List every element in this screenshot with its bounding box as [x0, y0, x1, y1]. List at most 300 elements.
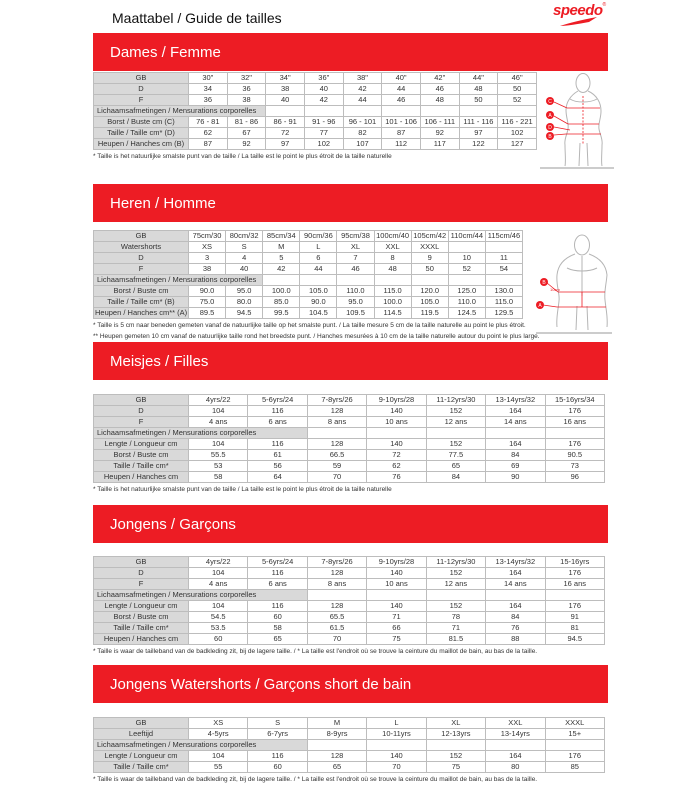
section-heren-homme	[93, 184, 608, 341]
value-cell: 3	[189, 253, 226, 264]
value-cell: 94.5	[545, 634, 604, 645]
value-cell: 116	[248, 601, 307, 612]
value-cell: 4yrs/22	[189, 395, 248, 406]
value-cell: 81 - 86	[227, 117, 266, 128]
row-label: Borst / Buste cm	[94, 286, 189, 297]
size-table	[93, 230, 523, 319]
value-cell: 96	[545, 472, 604, 483]
value-cell: 11-12yrs/30	[426, 557, 485, 568]
value-cell: 116	[248, 568, 307, 579]
row-label: F	[94, 579, 189, 590]
row-label: GB	[94, 718, 189, 729]
value-cell: 81	[545, 623, 604, 634]
value-cell: 176	[545, 751, 604, 762]
value-cell: 4yrs/22	[189, 557, 248, 568]
value-cell: 12 ans	[426, 579, 485, 590]
empty-cell	[411, 275, 448, 286]
value-cell: 105.0	[300, 286, 337, 297]
value-cell: XL	[337, 242, 374, 253]
value-cell: 102	[304, 139, 343, 150]
value-cell: 92	[227, 139, 266, 150]
value-cell: 109.5	[337, 308, 374, 319]
table-row	[94, 590, 605, 601]
value-cell: 38"	[343, 73, 382, 84]
section-dames-femme	[93, 33, 608, 161]
value-cell: 95.0	[226, 286, 263, 297]
value-cell: 36"	[304, 73, 343, 84]
empty-cell	[367, 428, 426, 439]
value-cell: 7-8yrs/26	[307, 395, 366, 406]
value-cell: 13-14yrs/32	[486, 395, 545, 406]
svg-text:B: B	[542, 280, 546, 286]
value-cell: 78	[426, 612, 485, 623]
row-label: Heupen / Hanches cm (B)	[94, 139, 189, 150]
row-label: Heupen / Hanches cm** (A)	[95, 308, 188, 318]
empty-cell	[486, 590, 545, 601]
value-cell: 34"	[266, 73, 305, 84]
svg-text:A: A	[538, 303, 542, 309]
row-label: GB	[94, 231, 189, 242]
table-row	[94, 106, 537, 117]
value-cell: 61.5	[307, 623, 366, 634]
value-cell: 140	[367, 601, 426, 612]
value-cell: 75	[367, 634, 426, 645]
value-cell: 75cm/30	[189, 231, 226, 242]
empty-cell	[374, 275, 411, 286]
value-cell: 71	[367, 612, 426, 623]
value-cell: 96 - 101	[343, 117, 382, 128]
value-cell: 128	[307, 568, 366, 579]
table-row	[94, 568, 605, 579]
row-label: Lengte / Longueur cm	[94, 751, 189, 762]
empty-cell	[307, 740, 366, 751]
value-cell: 85.0	[263, 297, 300, 308]
empty-cell	[498, 106, 537, 117]
value-cell: 77	[304, 128, 343, 139]
value-cell: 87	[382, 128, 421, 139]
value-cell: 64	[248, 472, 307, 483]
value-cell: 114.5	[374, 308, 411, 319]
value-cell: 77.5	[426, 450, 485, 461]
value-cell: 44"	[459, 73, 498, 84]
speedo-wordmark: speedo	[553, 2, 603, 19]
value-cell: 6 ans	[248, 417, 307, 428]
value-cell: 176	[545, 601, 604, 612]
footnote: * Taille is waar de tailleband van de badkleding zit, bij de lagere taille. / * La taille est l'endroit où se trouve la ceinture du maillot de bain, au bas de la taille.	[93, 648, 538, 655]
section-banner: Jongens / Garçons	[93, 505, 608, 543]
value-cell: 152	[426, 601, 485, 612]
value-cell: 104	[189, 601, 248, 612]
value-cell: 105.0	[411, 297, 448, 308]
value-cell: 75	[426, 762, 485, 773]
value-cell: 8 ans	[307, 579, 366, 590]
size-table	[93, 72, 537, 150]
value-cell: 105cm/42	[411, 231, 448, 242]
table-row	[94, 117, 537, 128]
table-row	[94, 557, 605, 568]
empty-cell	[426, 740, 485, 751]
footnote: * Taille is het natuurlijke smalste punt van de taille / La taille est le point le plus étroit de la taille naturelle	[93, 486, 392, 493]
value-cell: 100cm/40	[374, 231, 411, 242]
value-cell: 90.5	[545, 450, 604, 461]
value-cell: 42	[263, 264, 300, 275]
table-row	[94, 762, 605, 773]
value-cell: 97	[266, 139, 305, 150]
value-cell: 16 ans	[545, 417, 604, 428]
row-label: Watershorts	[94, 242, 189, 253]
section-banner: Heren / Homme	[93, 184, 608, 222]
empty-cell	[545, 590, 604, 601]
value-cell: 40	[266, 95, 305, 106]
value-cell: 104	[189, 568, 248, 579]
value-cell: 65	[307, 762, 366, 773]
value-cell: 15+	[545, 729, 604, 740]
measurements-subheader: Lichaamsafmetingen / Mensurations corporelles	[94, 590, 308, 601]
value-cell: 14 ans	[486, 417, 545, 428]
value-cell: 40	[304, 84, 343, 95]
value-cell: 140	[367, 439, 426, 450]
value-cell: XXXL	[545, 718, 604, 729]
row-label: Leeftijd	[94, 729, 189, 740]
value-cell: 176	[545, 406, 604, 417]
value-cell: 91	[545, 612, 604, 623]
table-row	[94, 231, 523, 242]
measurements-subheader: Lichaamsafmetingen / Mensurations corporelles	[94, 275, 263, 286]
value-cell: 128	[307, 601, 366, 612]
table-row	[94, 729, 605, 740]
value-cell: 152	[426, 751, 485, 762]
value-cell: 129.5	[485, 308, 522, 319]
value-cell: 48	[420, 95, 459, 106]
speedo-logo	[553, 3, 611, 27]
value-cell: 54.5	[189, 612, 248, 623]
value-cell: 164	[486, 439, 545, 450]
row-label: Taille / Taille cm*	[94, 762, 189, 773]
value-cell: 104	[189, 406, 248, 417]
value-cell: 10-11yrs	[367, 729, 426, 740]
table-row	[94, 242, 523, 253]
value-cell: 176	[545, 568, 604, 579]
table-row	[94, 297, 523, 308]
value-cell: 116	[248, 439, 307, 450]
value-cell: XS	[189, 718, 248, 729]
registered-mark: ®	[602, 2, 607, 8]
value-cell: 110cm/44	[448, 231, 485, 242]
value-cell: 95.0	[337, 297, 374, 308]
value-cell: 124.5	[448, 308, 485, 319]
value-cell: 92	[420, 128, 459, 139]
value-cell: 32"	[227, 73, 266, 84]
measurements-subheader: Lichaamsafmetingen / Mensurations corporelles	[94, 428, 308, 439]
value-cell: 97	[459, 128, 498, 139]
value-cell: 10	[448, 253, 485, 264]
value-cell: 76	[367, 472, 426, 483]
value-cell: 164	[486, 601, 545, 612]
value-cell: 62	[367, 461, 426, 472]
row-label: D	[94, 253, 189, 264]
value-cell: 140	[367, 406, 426, 417]
value-cell: 9	[411, 253, 448, 264]
table-row	[94, 428, 605, 439]
page-title: Maattabel / Guide de tailles	[112, 10, 282, 26]
value-cell: 11-12yrs/30	[426, 395, 485, 406]
empty-cell	[448, 275, 485, 286]
table-row	[94, 417, 605, 428]
value-cell: 65	[248, 634, 307, 645]
value-cell: 117	[420, 139, 459, 150]
value-cell: 9-10yrs/28	[367, 557, 426, 568]
value-cell: 61	[248, 450, 307, 461]
table-row	[94, 308, 523, 319]
value-cell: 11	[485, 253, 522, 264]
table-row	[94, 275, 523, 286]
value-cell: 7-8yrs/26	[307, 557, 366, 568]
table-row	[94, 286, 523, 297]
value-cell: 40"	[382, 73, 421, 84]
value-cell: 65.5	[307, 612, 366, 623]
row-label: Borst / Buste cm	[94, 450, 189, 461]
value-cell: XXL	[486, 718, 545, 729]
value-cell: 76 - 81	[189, 117, 228, 128]
table-row	[94, 73, 537, 84]
value-cell: 84	[426, 472, 485, 483]
svg-text:10cm: 10cm	[550, 287, 560, 292]
empty-cell	[426, 590, 485, 601]
value-cell: 60	[248, 612, 307, 623]
value-cell: 120.0	[411, 286, 448, 297]
value-cell: 13-14yrs	[486, 729, 545, 740]
female-figure-illustration	[540, 72, 626, 177]
table-row	[94, 751, 605, 762]
value-cell: 66.5	[307, 450, 366, 461]
empty-cell	[459, 106, 498, 117]
value-cell: 53	[189, 461, 248, 472]
value-cell: 119.5	[411, 308, 448, 319]
value-cell: 85	[545, 762, 604, 773]
value-cell: 125.0	[448, 286, 485, 297]
value-cell: 140	[367, 568, 426, 579]
value-cell: 85cm/34	[263, 231, 300, 242]
value-cell: 94.5	[226, 308, 263, 319]
row-label: Taille / Taille cm*	[94, 461, 189, 472]
value-cell: 100.0	[263, 286, 300, 297]
table-row	[94, 634, 605, 645]
row-label: Borst / Buste cm (C)	[94, 117, 189, 128]
value-cell: 6-7yrs	[248, 729, 307, 740]
row-label: GB	[94, 395, 189, 406]
value-cell: 100.0	[374, 297, 411, 308]
value-cell: L	[300, 242, 337, 253]
value-cell: 90.0	[300, 297, 337, 308]
value-cell: 95cm/38	[337, 231, 374, 242]
row-label: Heupen / Hanches cm	[94, 472, 189, 483]
value-cell: 152	[426, 568, 485, 579]
table-row	[94, 84, 537, 95]
value-cell: 46	[420, 84, 459, 95]
value-cell: 116	[248, 406, 307, 417]
value-cell: 4 ans	[189, 417, 248, 428]
value-cell: 86 - 91	[266, 117, 305, 128]
value-cell: 44	[300, 264, 337, 275]
section-jongens-garcons	[93, 505, 608, 656]
value-cell: 88	[486, 634, 545, 645]
empty-cell	[486, 428, 545, 439]
value-cell: 112	[382, 139, 421, 150]
row-label: D	[94, 568, 189, 579]
value-cell: 38	[189, 264, 226, 275]
value-cell: 89.5	[189, 308, 226, 319]
empty-cell	[382, 106, 421, 117]
value-cell: 40	[226, 264, 263, 275]
empty-cell	[266, 106, 305, 117]
value-cell: 75.0	[189, 297, 226, 308]
row-label: Lengte / Longueur cm	[94, 439, 189, 450]
value-cell: 104.5	[300, 308, 337, 319]
value-cell: 60	[189, 634, 248, 645]
value-cell: 90cm/36	[300, 231, 337, 242]
value-cell: 5-6yrs/24	[248, 395, 307, 406]
value-cell: 5	[263, 253, 300, 264]
value-cell	[448, 242, 485, 253]
value-cell: 12-13yrs	[426, 729, 485, 740]
value-cell: 50	[411, 264, 448, 275]
value-cell: 58	[248, 623, 307, 634]
value-cell: 70	[307, 472, 366, 483]
value-cell: 38	[266, 84, 305, 95]
value-cell: 48	[374, 264, 411, 275]
table-row	[94, 95, 537, 106]
value-cell: 9-10yrs/28	[367, 395, 426, 406]
value-cell: 110.0	[448, 297, 485, 308]
row-label: D	[94, 406, 189, 417]
value-cell: 56	[248, 461, 307, 472]
row-label: Borst / Buste cm	[94, 612, 189, 623]
value-cell: 50	[498, 84, 537, 95]
value-cell: 13-14yrs/32	[486, 557, 545, 568]
size-table	[93, 394, 605, 483]
value-cell: 87	[189, 139, 228, 150]
value-cell: 115.0	[485, 297, 522, 308]
empty-cell	[307, 590, 366, 601]
empty-cell	[367, 590, 426, 601]
value-cell: XXXL	[411, 242, 448, 253]
value-cell: 128	[307, 751, 366, 762]
value-cell: 130.0	[485, 286, 522, 297]
value-cell: 55.5	[189, 450, 248, 461]
value-cell: 122	[459, 139, 498, 150]
table-row	[94, 461, 605, 472]
value-cell: M	[263, 242, 300, 253]
svg-text:D: D	[548, 125, 552, 131]
value-cell: 30"	[189, 73, 228, 84]
value-cell: 10 ans	[367, 417, 426, 428]
row-label: F	[94, 264, 189, 275]
measurements-subheader: Lichaamsafmetingen / Mensurations corporelles	[94, 740, 308, 751]
value-cell: XXL	[374, 242, 411, 253]
value-cell: 36	[227, 84, 266, 95]
table-row	[94, 395, 605, 406]
value-cell: 128	[307, 406, 366, 417]
row-label: Taille / Taille cm*	[94, 623, 189, 634]
value-cell: 16 ans	[545, 579, 604, 590]
value-cell: 84	[486, 450, 545, 461]
value-cell: 80cm/32	[226, 231, 263, 242]
value-cell: L	[367, 718, 426, 729]
row-label: D	[94, 84, 189, 95]
value-cell: 91 - 96	[304, 117, 343, 128]
value-cell: 38	[227, 95, 266, 106]
value-cell: 15-16yrs/34	[545, 395, 604, 406]
empty-cell	[300, 275, 337, 286]
row-label: Taille / Taille cm* (D)	[94, 128, 189, 139]
value-cell	[485, 242, 522, 253]
value-cell: 15-16yrs	[545, 557, 604, 568]
value-cell: 8 ans	[307, 417, 366, 428]
value-cell: 58	[189, 472, 248, 483]
measurements-subheader: Lichaamsafmetingen / Mensurations corporelles	[94, 106, 266, 117]
value-cell: 80.0	[226, 297, 263, 308]
section-banner: Meisjes / Filles	[93, 342, 608, 380]
table-row	[94, 253, 523, 264]
value-cell: 72	[266, 128, 305, 139]
row-label: Taille / Taille cm* (B)	[94, 297, 189, 308]
table-row	[94, 718, 605, 729]
value-cell: 34	[189, 84, 228, 95]
table-row	[94, 128, 537, 139]
size-table	[93, 556, 605, 645]
value-cell: XL	[426, 718, 485, 729]
value-cell: 69	[486, 461, 545, 472]
value-cell: 115.0	[374, 286, 411, 297]
empty-cell	[420, 106, 459, 117]
svg-text:B: B	[548, 134, 552, 140]
empty-cell	[367, 740, 426, 751]
value-cell: 62	[189, 128, 228, 139]
row-label: Heupen / Hanches cm	[94, 634, 189, 645]
value-cell: 72	[367, 450, 426, 461]
value-cell: 48	[459, 84, 498, 95]
value-cell: M	[307, 718, 366, 729]
value-cell: 8-9yrs	[307, 729, 366, 740]
row-label: Lengte / Longueur cm	[94, 601, 189, 612]
value-cell: 70	[307, 634, 366, 645]
value-cell: 164	[486, 406, 545, 417]
value-cell: 128	[307, 439, 366, 450]
table-row	[94, 612, 605, 623]
value-cell: 6 ans	[248, 579, 307, 590]
value-cell: 140	[367, 751, 426, 762]
value-cell: 14 ans	[486, 579, 545, 590]
table-row	[94, 472, 605, 483]
value-cell: 107	[343, 139, 382, 150]
empty-cell	[486, 740, 545, 751]
value-cell: 55	[189, 762, 248, 773]
value-cell: 6	[300, 253, 337, 264]
value-cell: 152	[426, 406, 485, 417]
value-cell: 71	[426, 623, 485, 634]
value-cell: 65	[426, 461, 485, 472]
value-cell: 42	[343, 84, 382, 95]
value-cell: 53.5	[189, 623, 248, 634]
value-cell: S	[226, 242, 263, 253]
empty-cell	[545, 740, 604, 751]
value-cell: 66	[367, 623, 426, 634]
value-cell: 44	[382, 84, 421, 95]
table-row	[94, 406, 605, 417]
value-cell: 99.5	[263, 308, 300, 319]
value-cell: 164	[486, 751, 545, 762]
value-cell: 4 ans	[189, 579, 248, 590]
